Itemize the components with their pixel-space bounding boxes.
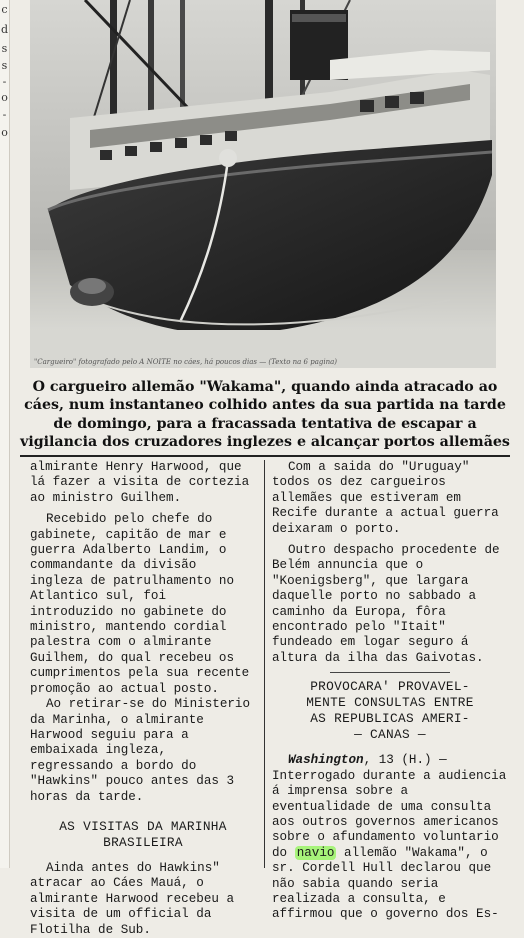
margin-glyph: s <box>1 42 8 55</box>
paragraph-text: , 13 (H.) — Interrogado durante a audiencia á imprensa sobre a eventualidade de uma consulta aos outros governos americanos sobre o afundamento voluntario do <box>272 753 507 860</box>
margin-glyph: d <box>0 23 9 36</box>
paragraph: Recebido pelo chefe do gabinete, capitão de mar e guerra Adalberto Landim, o commandante da divisão ingleza de patrulhamento no Atlantico sul, foi introduzido no gabinete do ministro, mantendo cordial palestra com o almirante Guilhem, do qual recebeu os cumprimentos pela sua recente promoção ao actual posto. <box>30 512 250 696</box>
photo-caption: O cargueiro allemão "Wakama", quando ainda atracado ao cáes, num instantaneo colhido antes da sua partida na tarde de domingo, para a fracassada tentativa de escapar a vigilancia dos cruzadores inglezes e alcançar portos allemães <box>20 379 510 451</box>
caption-divider <box>20 455 510 457</box>
right-article-column <box>272 460 508 923</box>
paragraph: Ainda antes do Hawkins" atracar ao Cáes Mauá, o almirante Harwood recebeu a visita de um official da Flotilha de Sub. <box>30 860 235 937</box>
ship-photo-illustration <box>30 0 496 368</box>
margin-glyph: - <box>2 75 7 88</box>
heading-line: AS VISITAS DA MARINHA <box>59 818 227 834</box>
photo-credit: "Cargueiro" fotografado pelo A NOITE no cáes, há poucos dias — (Texto na 6 pagina) <box>34 358 337 366</box>
heading-line: — CANAS — <box>354 727 426 743</box>
paragraph: Ao retirar-se do Ministerio da Marinha, o almirante Harwood seguiu para a embaixada ingleza, regressando a bordo do "Hawkins" pouco antes das 3 horas da tarde. <box>30 697 251 804</box>
margin-glyph: c <box>1 3 8 16</box>
separator-rule <box>330 672 450 673</box>
column-divider <box>264 460 265 868</box>
left-article-column <box>30 460 256 938</box>
heading-line: AS REPUBLICAS AMERI- <box>310 711 470 727</box>
dateline-city: Washington <box>288 753 364 768</box>
margin-glyph: s <box>1 59 8 72</box>
paragraph: almirante Henry Harwood, que lá fazer a visita de cortezia ao ministro Guilhem. <box>30 460 250 505</box>
heading-line: MENTE CONSULTAS ENTRE <box>306 695 474 711</box>
margin-glyph: - <box>2 108 7 121</box>
heading-line: BRASILEIRA <box>103 834 183 850</box>
left-margin-strip <box>0 0 10 868</box>
margin-glyph: o <box>1 91 8 104</box>
section-heading <box>272 679 508 743</box>
dateline-paragraph <box>272 753 508 922</box>
margin-glyph: o <box>1 126 8 139</box>
section-heading <box>30 819 256 851</box>
paragraph: Outro despacho procedente de Belém annuncia que o "Koenigsberg", que largara daquelle porto no sabbado a caminho da Europa, fôra encontrado pelo "Itait" fundeado em logar seguro á altura da ilha das Gaivotas. <box>272 543 500 665</box>
highlighted-word: navio <box>296 845 335 860</box>
paragraph-text: allemão "Wakama", o sr. Cordell Hull declarou que não sabia quando seria realizada a consulta, e affirmou que o governo dos Es- <box>272 845 499 922</box>
ship-photo <box>30 0 496 368</box>
heading-line: PROVOCARA' PROVAVEL- <box>310 679 470 695</box>
paragraph: Com a saida do "Uruguay" todos os dez cargueiros allemães que estiveram em Recife durante a actual guerra deixaram o porto. <box>272 460 499 536</box>
